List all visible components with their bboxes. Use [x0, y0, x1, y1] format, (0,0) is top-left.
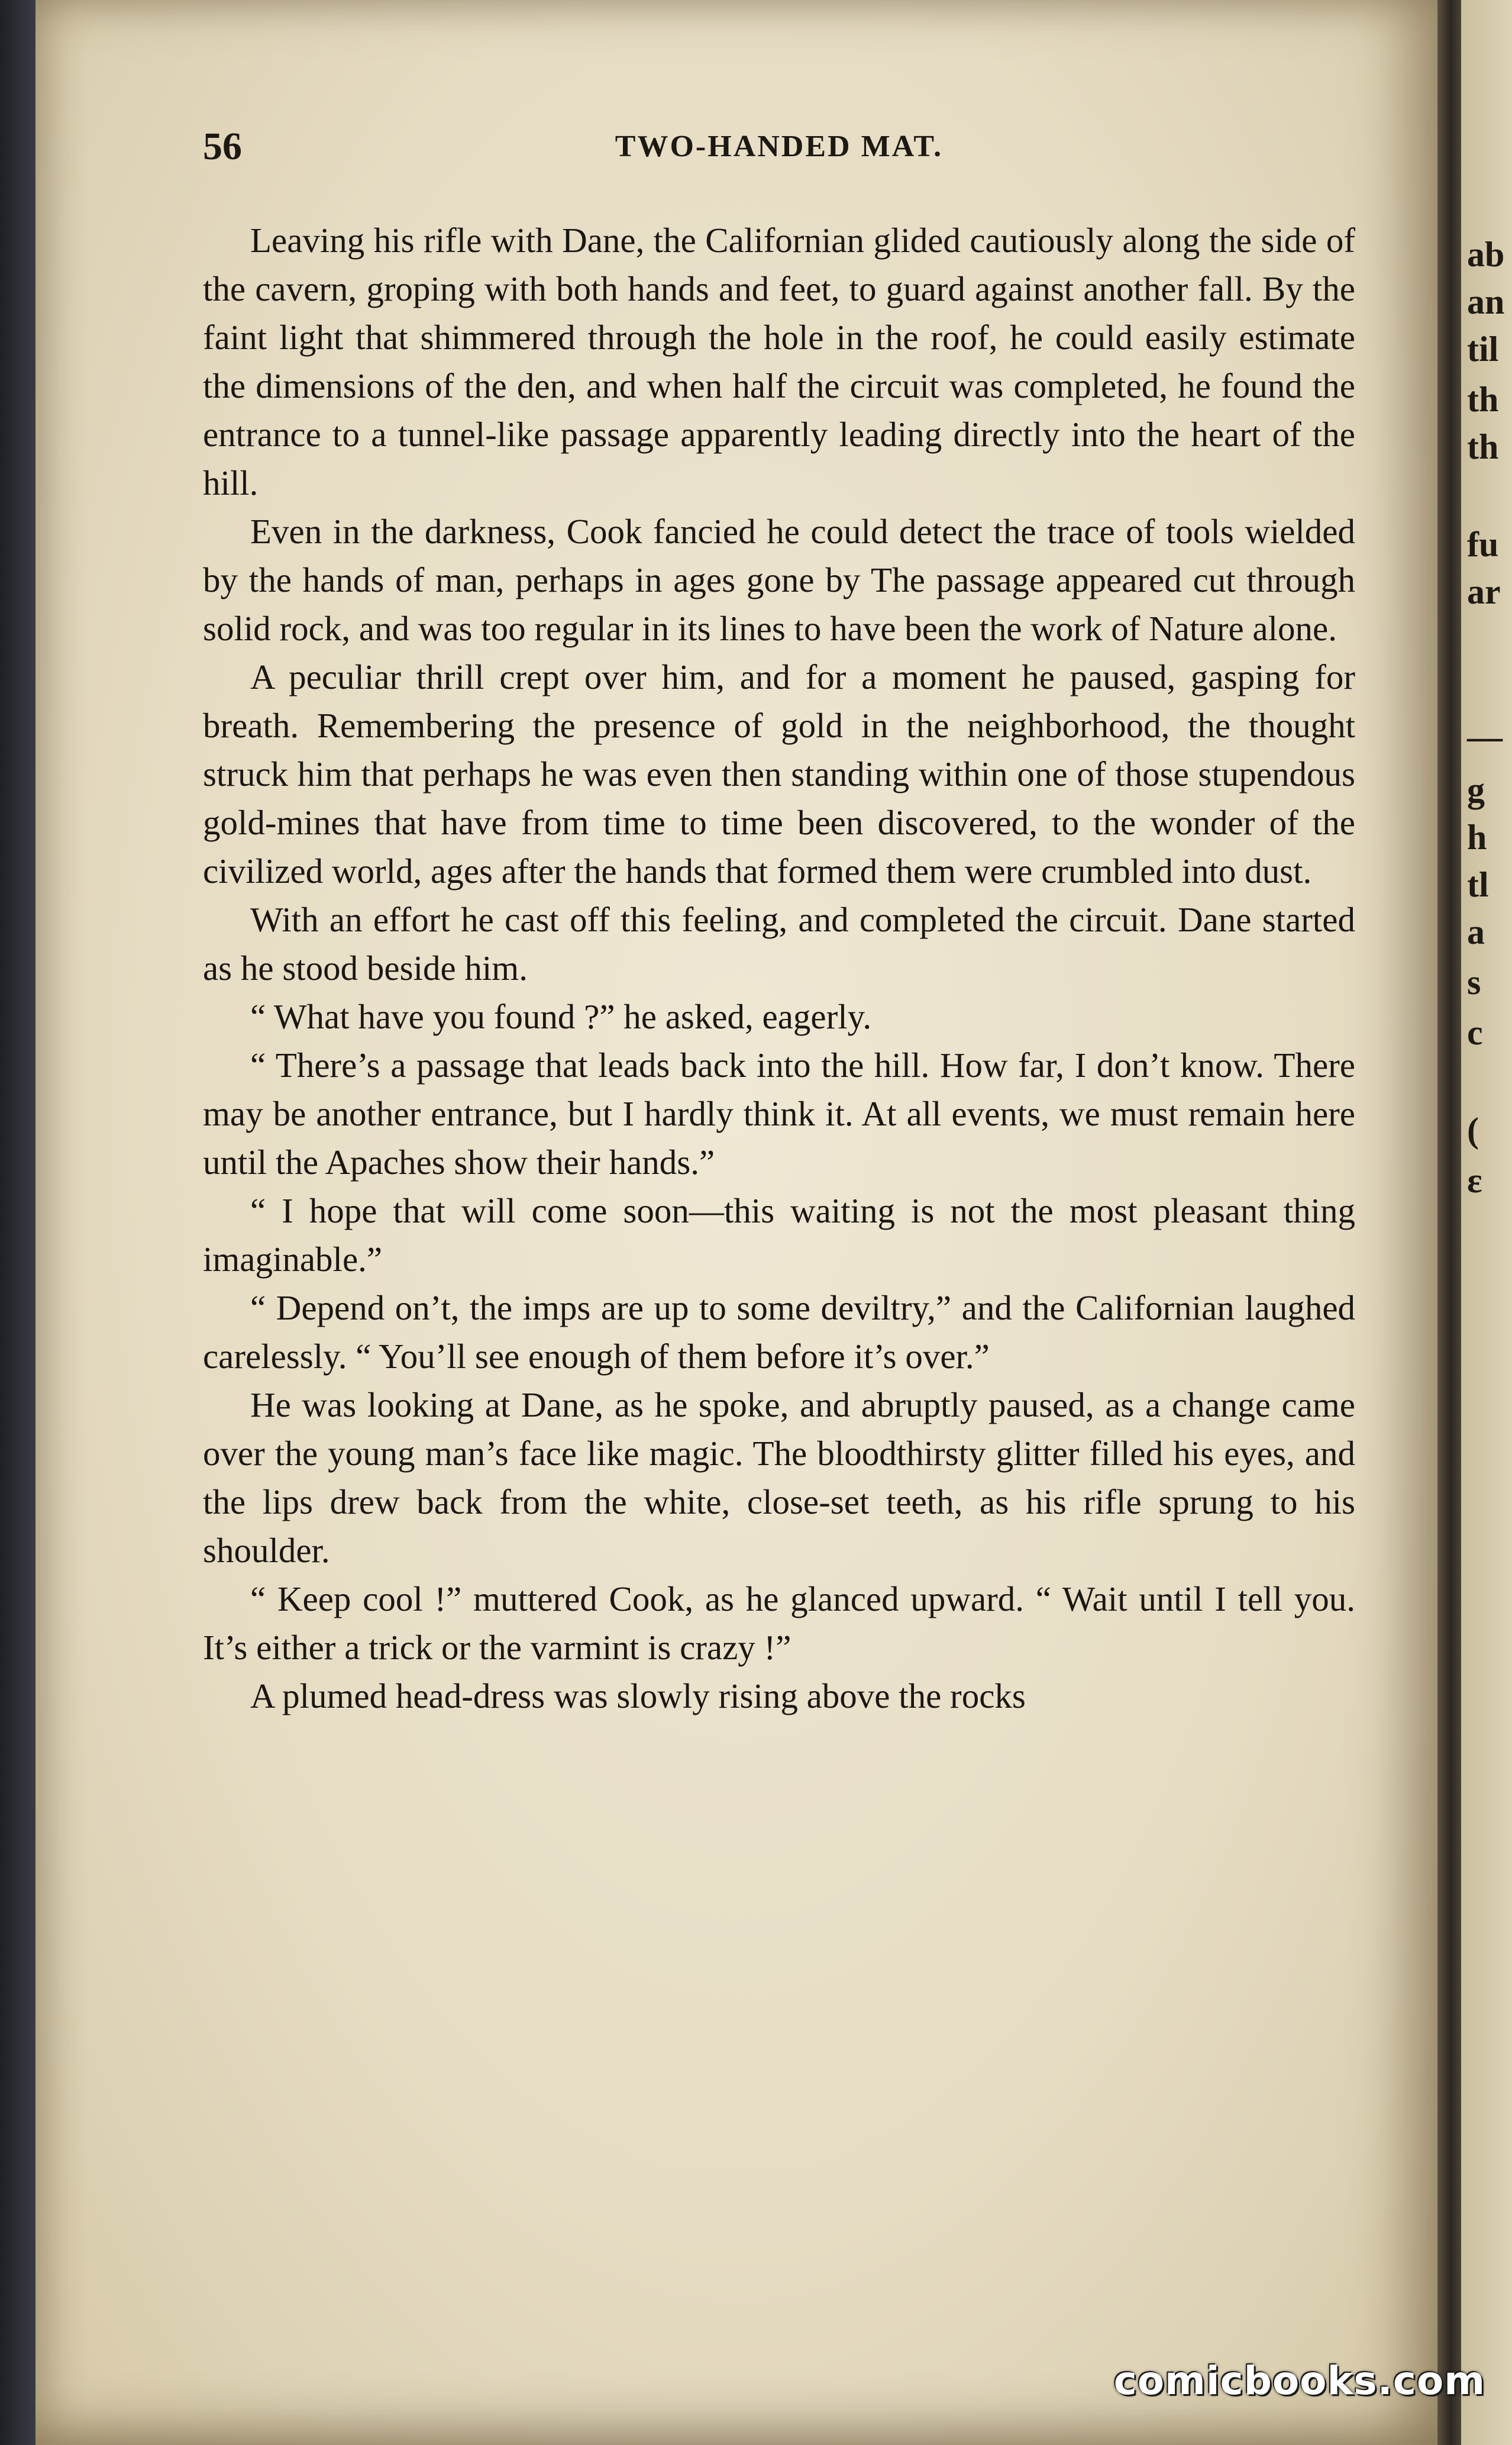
facing-page-fragment: ab [1467, 235, 1505, 274]
body-text [203, 216, 1355, 1720]
facing-page-fragment: til [1467, 330, 1499, 369]
facing-page-fragment: fu [1467, 525, 1499, 564]
paragraph: He was looking at Dane, as he spoke, and abruptly paused, as a change came over the young man’s face like magic. The bloodthirsty glitter filled his eyes, and the lips drew back from the white, close-set teeth, as his rifle sprung to his shoulder. [203, 1385, 1355, 1570]
paragraph: “ Depend on’t, the imps are up to some deviltry,” and the Californian laughed carelessly. “ You’ll see enough of them before it’s over.” [203, 1288, 1355, 1376]
facing-page-fragment: c [1467, 1013, 1483, 1052]
paragraph: “ What have you found ?” he asked, eagerly. [250, 997, 872, 1036]
paragraph: A peculiar thrill crept over him, and for a moment he paused, gasping for breath. Remembering the presence of gold in the neighborhood, the thought struck him that perhaps he was even then standing within one of those stupendous gold-mines that have from time to time been discovered, to the wonder of the civilized world, ages after the hands that formed them were crumbled into dust. [203, 657, 1355, 891]
facing-page-fragment: an [1467, 282, 1505, 321]
scan-background-left [0, 0, 35, 2445]
site-watermark: comicbooks.com [1113, 2358, 1485, 2404]
facing-page-fragment: s [1467, 963, 1481, 1002]
page-number: 56 [203, 125, 242, 168]
facing-page-fragment: h [1467, 818, 1487, 857]
paragraph: A plumed head-dress was slowly rising above the rocks [250, 1676, 1026, 1715]
facing-page-fragment: tl [1467, 865, 1489, 904]
facing-page-fragment: ( [1467, 1111, 1479, 1150]
facing-page-fragment: th [1467, 427, 1499, 466]
paragraph: “ Keep cool !” muttered Cook, as he glanced upward. “ Wait until I tell you. It’s either a trick or the varmint is crazy !” [203, 1579, 1355, 1667]
paragraph: Leaving his rifle with Dane, the Californian glided cautiously along the side of the cavern, groping with both hands and feet, to guard against another fall. By the faint light that shimmered through the hole in the roof, he could easily estimate the dimensions of the den, and when half the circuit was completed, he found the entrance to a tunnel-like passage apparently leading directly into the heart of the hill. [203, 221, 1355, 502]
page-header [203, 124, 1355, 172]
facing-page-fragment: g [1467, 770, 1485, 809]
facing-page-fragment: th [1467, 380, 1499, 419]
paragraph: “ I hope that will come soon—this waiting is not the most pleasant thing imaginable.” [203, 1191, 1355, 1279]
facing-page-fragment: — [1467, 717, 1503, 756]
paragraph: Even in the darkness, Cook fancied he could detect the trace of tools wielded by the hands of man, perhaps in ages gone by The passage appeared cut through solid rock, and was too regular in its lines to have been the work of Nature alone. [203, 512, 1355, 648]
facing-page-edge [1461, 0, 1512, 2445]
book-gutter [1437, 0, 1461, 2445]
facing-page-fragment: ε [1467, 1161, 1482, 1200]
facing-page-fragment: a [1467, 912, 1485, 951]
paragraph: “ There’s a passage that leads back into the hill. How far, I don’t know. There may be another entrance, but I hardly think it. At all events, we must remain here until the Apaches show their hands.” [203, 1046, 1355, 1182]
facing-page-fragment: ar [1467, 572, 1501, 611]
paragraph: With an effort he cast off this feeling, and completed the circuit. Dane started as he stood beside him. [203, 900, 1355, 988]
running-title: TWO-HANDED MAT. [615, 130, 944, 163]
